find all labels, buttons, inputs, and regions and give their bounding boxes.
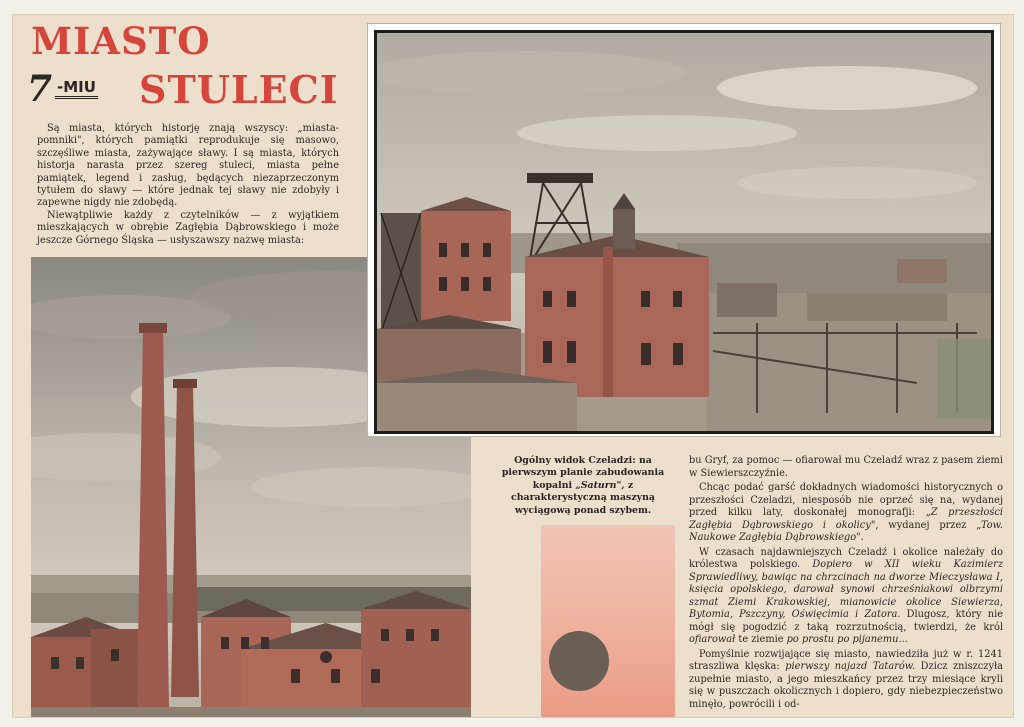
headline-line2: STULECI [139,67,339,112]
main-photograph-frame [367,23,1001,437]
article-p2-publisher: „Tow. Naukowe Zagłębia Dąbrowskiego" [689,519,1003,543]
article-p2-text-c: , wydanej przez [875,519,977,531]
article-paragraph-1: bu Gryf, za pomoc — ofiarował mu Czeladź wraz z pasem ziemi w Siewierszczyźnie. [689,455,1003,479]
article-p3-text-c: Dlugosz, który nie mógł się pogodzić z taką rozrzutnością, twierdzi, że król [689,609,1004,633]
article-column [689,455,1003,713]
article-paragraph-3 [689,547,1003,647]
main-photograph [374,30,994,434]
caption-part-3: , z charakterystyczną maszyną wyciągową ponad szybem. [511,479,655,516]
article-p4-text-a: Pomyślnie rozwijające się miasto, nawiedziła już w r. 1241 straszliwa klęska: [689,648,1003,672]
decorative-circle [549,631,609,691]
headline-number-suffix: -MIU [55,79,98,99]
headline-line1: MIASTO [31,19,211,63]
article-paragraph-2 [689,482,1003,545]
article-p3-text-b: Dopiero w XII wieku Kazimierz Sprawiedliwy, bawiąc na chrzcinach na dworze Mieczysława I, księcia opolskiego, darował synowi chrześniakowi olbrzymi szmat Ziemi Krakowskiej, mianowicie okolice Siewierza, Bytomia, Pszczyny, Oświęcimia i Zatora. [689,559,1003,620]
article-p2-text-e: . [860,532,864,543]
intro-paragraph-2: Niewątpliwie każdy z czytelników — z wyjątkiem mieszkających w obrębie Zagłębia Dąbrowskiego i może jeszcze Górnego Śląska — usłyszawszy nazwę miasta: [37,209,339,246]
caption-part-1: Ogólny widok Czeladzi: na pierwszym planie zabudowania kopalni [501,455,665,491]
photo-caption [491,455,675,517]
article-p3-text-e: te ziemie [735,634,787,645]
decorative-pink-block [541,525,675,717]
intro-text [37,123,339,247]
magazine-page [12,14,1014,718]
article-p2-title: „Z przeszłości Zagłębia Dąbrowskiego i okolicy" [689,507,1003,531]
article-paragraph-4 [689,649,1003,712]
article-p3-text-a: W czasach najdawniejszych Czeladź i okolice należały do królestwa polskiego. [689,546,1003,570]
headline-number: 7 [27,68,53,110]
article-p4-text-b: pierwszy najazd Tatarów. [785,661,916,672]
article-p3-text-f: po prostu po pijanemu... [786,634,908,645]
intro-paragraph-1: Są miasta, których historję znają wszyscy: „miasta-pomniki", których pamiątki reprodukuje się masowo, szczęśliwe miasta, zażywające sławy. I są miasta, których historja narasta przez szereg stuleci, miasta pełne pamiątek, legend i zasług, będących niezaprzeczonym tytułem do sławy — które jednak tej sławy nie zdobyły i zapewne nigdy nie zdobędą. [37,123,339,209]
article-p2-text-a: Chcąc podać garść dokładnych wiadomości historycznych o przeszłości Czeladzi, niesposób nie oprzeć się na, wydanej przed kilku laty, doskonałej monografji: [689,482,1003,518]
article-p4-text-c: Dzicz zniszczyła zupełnie miasto, a jego mieszkańcy przez trzy miesiące kryli się w puszczach okolicznych i dopiero, gdy niebezpieczeństwo minęło, powrócili i od- [689,661,1004,710]
article-p3-text-d: ofiarował [689,634,736,645]
caption-part-2: „Saturn" [575,479,622,491]
